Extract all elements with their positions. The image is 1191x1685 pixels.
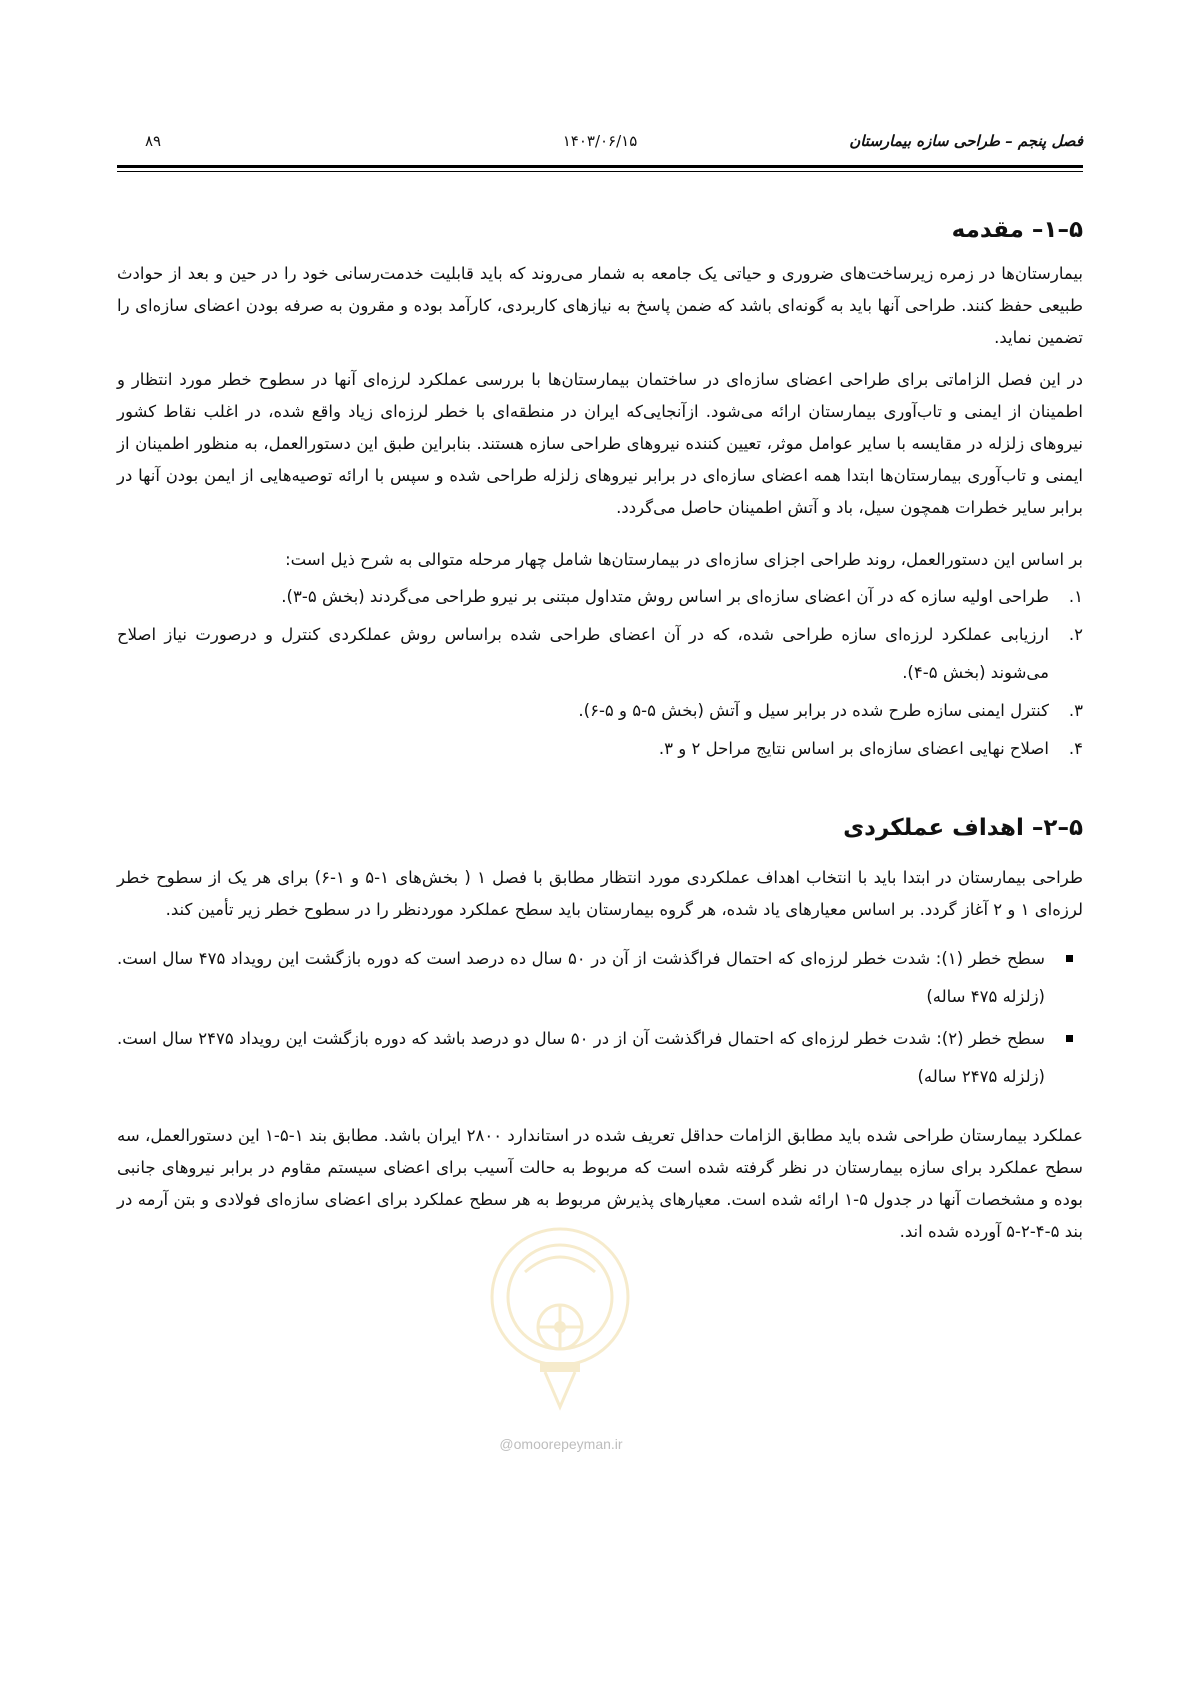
list-item	[117, 1020, 1083, 1096]
hazard-levels-list	[117, 940, 1083, 1096]
step-number: ۲.	[1068, 625, 1083, 644]
list-item	[117, 940, 1083, 1016]
paragraph-goals-1: طراحی بیمارستان در ابتدا باید با انتخاب اهداف عملکردی مورد انتظار مطابق با فصل ۱ ( بخش‌های ۱-۵ و ۱-۶) برای هر یک از سطوح خطر لرزه‌ای ۱ و ۲ آغاز گردد. بر اساس معیارهای یاد شده، هر گروه بیمارستان باید سطح عملکرد موردنظر را در سطوح خطر زیر تأمین کند.	[117, 868, 1083, 919]
design-steps-list	[117, 578, 1083, 768]
page-content	[117, 210, 1083, 1248]
step-number: ۳.	[1068, 701, 1083, 720]
page-number: ۸۹	[145, 132, 162, 150]
list-item	[117, 578, 1083, 616]
running-header	[117, 126, 1083, 162]
step-text: طراحی اولیه سازه که در آن اعضای سازه‌ای بر اساس روش متداول مبتنی بر نیرو طراحی می‌گردند (بخش ۵-۳).	[281, 587, 1049, 606]
hazard-level-text: سطح خطر (۲): شدت خطر لرزه‌ای که احتمال فراگذشت آن از در ۵۰ سال دو درصد باشد که دوره بازگشت این رویداد ۲۴۷۵ سال است. (زلزله ۲۴۷۵ ساله)	[117, 1029, 1045, 1086]
watermark-logo-icon	[485, 1212, 635, 1422]
square-bullet-icon	[1066, 955, 1073, 962]
step-number: ۱.	[1068, 587, 1083, 606]
header-rule-thick	[117, 165, 1083, 168]
chapter-title: فصل پنجم – طراحی سازه بیمارستان	[849, 132, 1083, 150]
paragraph-goals-2: عملکرد بیمارستان طراحی شده باید مطابق الزامات حداقل تعریف شده در استاندارد ۲۸۰۰ ایران باشد. مطابق بند ۱-۵-۱ این دستورالعمل، سه سطح عملکرد برای سازه بیمارستان در نظر گرفته شده است که مربوط به حالت آسیب برای اعضای سیستم مقاوم در برابر نیروهای جانبی بوده و مشخصات آنها در جدول ۵-۱ ارائه شده است. معیارهای پذیرش مربوط به هر سطح عملکرد برای اعضای سازه‌ای فولادی و بتن آرمه در بند ۵-۴-۲-۵ آورده شده اند.	[117, 1126, 1084, 1241]
paragraph-steps-intro: بر اساس این دستورالعمل، روند طراحی اجزای سازه‌ای در بیمارستان‌ها شامل چهار مرحله متوالی به شرح ذیل است:	[285, 550, 1083, 569]
step-text: اصلاح نهایی اعضای سازه‌ای بر اساس نتایج مراحل ۲ و ۳.	[658, 739, 1049, 758]
step-text: ارزیابی عملکرد لرزه‌ای سازه طراحی شده، که در آن اعضای طراحی شده براساس روش عملکردی کنترل و درصورت نیاز اصلاح می‌شوند (بخش ۵-۴).	[117, 625, 1049, 682]
section-heading-performance-goals: ۵–۲– اهداف عملکردی	[843, 815, 1083, 841]
hazard-level-text: سطح خطر (۱): شدت خطر لرزه‌ای که احتمال فراگذشت از آن در ۵۰ سال ده درصد است که دوره بازگشت این رویداد ۴۷۵ سال است. (زلزله ۴۷۵ ساله)	[117, 949, 1046, 1006]
paragraph-intro-2: در این فصل الزاماتی برای طراحی اعضای سازه‌ای در ساختمان بیمارستان‌ها با بررسی عملکرد لرزه‌ای آنها در سطوح خطر مورد انتظار و اطمینان از ایمنی و تاب‌آوری بیمارستان ارائه می‌شود. ازآنجایی‌که ایران در منطقه‌ای با خطر لرزه‌ای زیاد واقع شده، در اغلب نقاط کشور نیروهای زلزله در مقایسه با سایر عوامل موثر، تعیین کننده نیروهای طراحی سازه هستند. بنابراین طبق این دستورالعمل، به منظور اطمینان از ایمنی و تاب‌آوری بیمارستان‌ها ابتدا همه اعضای سازه‌ای در برابر نیروهای زلزله طراحی شده و سپس با ارائه توصیه‌هایی از ایمن بودن آنها در برابر سایر خطرات همچون سیل، باد و آتش اطمینان حاصل می‌گردد.	[117, 370, 1083, 517]
step-text: کنترل ایمنی سازه طرح شده در برابر سیل و آتش (بخش ۵-۵ و ۵-۶).	[578, 701, 1049, 720]
list-item	[117, 730, 1083, 768]
paragraph-intro-1: بیمارستان‌ها در زمره زیرساخت‌های ضروری و حیاتی یک جامعه به شمار می‌روند که باید قابلیت خدمت‌رسانی خود را در حین و بعد از حوادث طبیعی حفظ کنند. طراحی آنها باید به گونه‌ای باشد که ضمن پاسخ به نیازهای کاربردی، کارآمد بوده و مقرون به صرفه بودن اعضای سازه‌ای را تضمین نماید.	[117, 264, 1083, 347]
square-bullet-icon	[1066, 1035, 1073, 1042]
step-number: ۴.	[1068, 739, 1083, 758]
list-item	[117, 692, 1083, 730]
header-date: ۱۴۰۳/۰۶/۱۵	[562, 132, 638, 150]
header-rule-thin	[117, 171, 1083, 172]
list-item	[117, 616, 1083, 692]
watermark-url: @omoorepeyman.ir	[499, 1436, 623, 1452]
section-heading-intro: ۵–۱– مقدمه	[951, 217, 1083, 243]
